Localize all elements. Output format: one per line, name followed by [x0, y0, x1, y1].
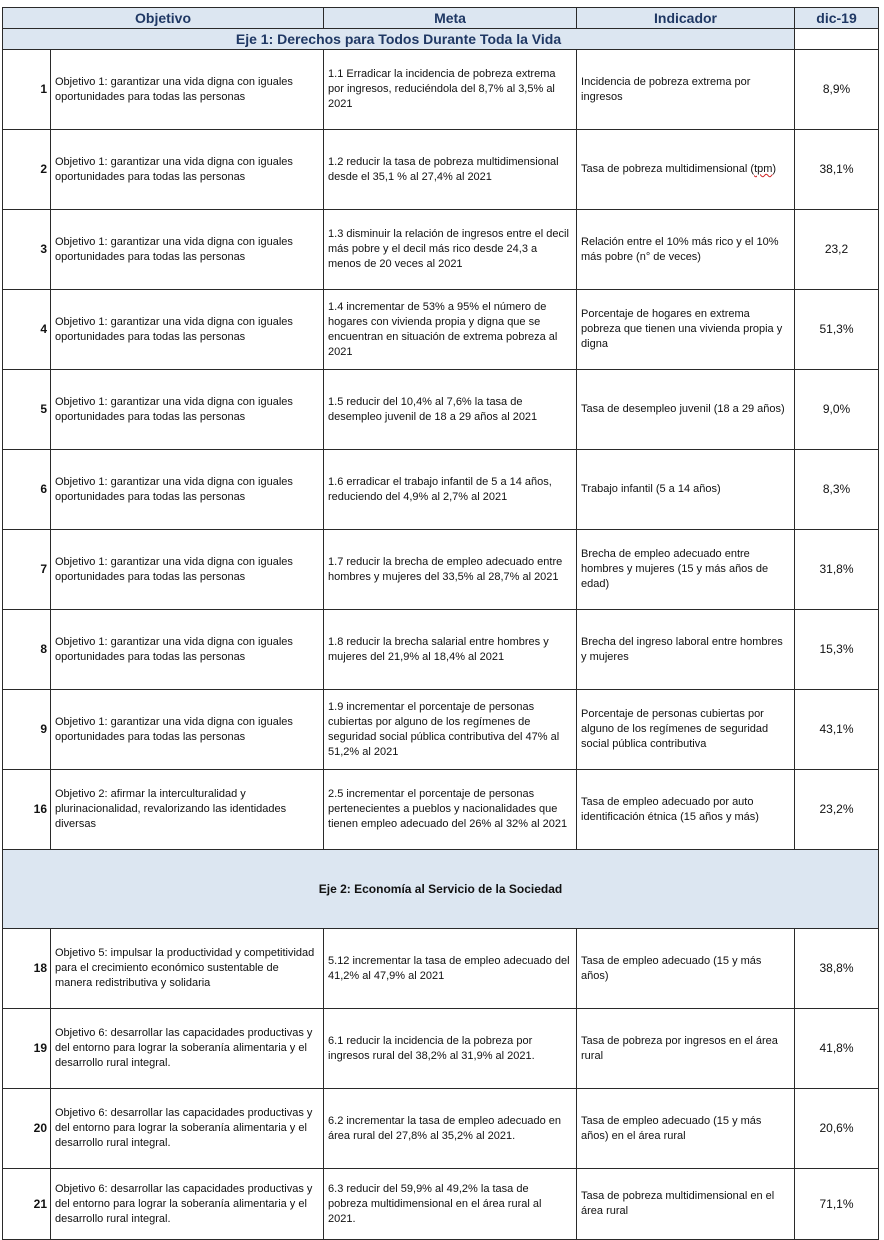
- indicador-text-pre: Tasa de pobreza multidimensional (: [581, 163, 755, 175]
- header-row: [3, 8, 879, 29]
- row-value: 8,9%: [795, 50, 879, 130]
- row-number: 7: [3, 530, 51, 610]
- row-indicador: [577, 130, 795, 210]
- row-objetivo: Objetivo 1: garantizar una vida digna con iguales oportunidades para todas las personas: [51, 450, 324, 530]
- header-dic-19: dic-19: [795, 8, 879, 29]
- row-number: 1: [3, 50, 51, 130]
- row-meta: 1.1 Erradicar la incidencia de pobreza extrema por ingresos, reduciéndola del 8,7% al 3,5% al 2021: [324, 50, 577, 130]
- row-value: 8,3%: [795, 450, 879, 530]
- table-row: [3, 929, 879, 1009]
- row-objetivo: Objetivo 1: garantizar una vida digna con iguales oportunidades para todas las personas: [51, 370, 324, 450]
- row-indicador: Relación entre el 10% más rico y el 10% más pobre (n° de veces): [577, 210, 795, 290]
- header-objetivo: Objetivo: [3, 8, 324, 29]
- table-row: [3, 130, 879, 210]
- table-row: [3, 210, 879, 290]
- eje-1-row: [3, 29, 879, 50]
- row-number: 9: [3, 690, 51, 770]
- table-row: [3, 770, 879, 850]
- header-indicador: Indicador: [577, 8, 795, 29]
- row-objetivo: Objetivo 6: desarrollar las capacidades productivas y del entorno para lograr la soberanía alimentaria y el desarrollo rural integral.: [51, 1169, 324, 1240]
- row-objetivo: Objetivo 1: garantizar una vida digna con iguales oportunidades para todas las personas: [51, 610, 324, 690]
- table-row: [3, 370, 879, 450]
- row-value: 51,3%: [795, 290, 879, 370]
- row-meta: 1.6 erradicar el trabajo infantil de 5 a 14 años, reduciendo del 4,9% al 2,7% al 2021: [324, 450, 577, 530]
- table-row: [3, 290, 879, 370]
- eje-2-row: [3, 850, 879, 929]
- table-row: [3, 610, 879, 690]
- row-value: 15,3%: [795, 610, 879, 690]
- table-row: [3, 1169, 879, 1240]
- row-objetivo: Objetivo 6: desarrollar las capacidades productivas y del entorno para lograr la soberanía alimentaria y el desarrollo rural integral.: [51, 1089, 324, 1169]
- table-row: [3, 1009, 879, 1089]
- row-meta: 6.1 reducir la incidencia de la pobreza por ingresos rural del 38,2% al 31,9% al 2021.: [324, 1009, 577, 1089]
- row-indicador: Porcentaje de hogares en extrema pobreza que tienen una vivienda propia y digna: [577, 290, 795, 370]
- table-row: [3, 530, 879, 610]
- row-number: 2: [3, 130, 51, 210]
- row-meta: 1.5 reducir del 10,4% al 7,6% la tasa de desempleo juvenil de 18 a 29 años al 2021: [324, 370, 577, 450]
- header-meta: Meta: [324, 8, 577, 29]
- row-value: 23,2%: [795, 770, 879, 850]
- table-row: [3, 1089, 879, 1169]
- row-number: 6: [3, 450, 51, 530]
- row-indicador: Tasa de pobreza multidimensional en el área rural: [577, 1169, 795, 1240]
- row-objetivo: Objetivo 1: garantizar una vida digna con iguales oportunidades para todas las personas: [51, 130, 324, 210]
- row-number: 8: [3, 610, 51, 690]
- table-row: [3, 50, 879, 130]
- row-number: 19: [3, 1009, 51, 1089]
- row-objetivo: Objetivo 1: garantizar una vida digna con iguales oportunidades para todas las personas: [51, 50, 324, 130]
- row-indicador: Tasa de empleo adecuado por auto identificación étnica (15 años y más): [577, 770, 795, 850]
- row-value: 43,1%: [795, 690, 879, 770]
- row-objetivo: Objetivo 6: desarrollar las capacidades productivas y del entorno para lograr la soberanía alimentaria y el desarrollo rural integral.: [51, 1009, 324, 1089]
- row-value: 9,0%: [795, 370, 879, 450]
- row-meta: 5.12 incrementar la tasa de empleo adecuado del 41,2% al 47,9% al 2021: [324, 929, 577, 1009]
- row-value: 38,8%: [795, 929, 879, 1009]
- table-row: [3, 690, 879, 770]
- row-number: 21: [3, 1169, 51, 1240]
- row-indicador: Tasa de empleo adecuado (15 y más años): [577, 929, 795, 1009]
- row-objetivo: Objetivo 1: garantizar una vida digna con iguales oportunidades para todas las personas: [51, 290, 324, 370]
- row-number: 4: [3, 290, 51, 370]
- eje-1-title: Eje 1: Derechos para Todos Durante Toda la Vida: [3, 29, 795, 50]
- row-indicador: Tasa de pobreza por ingresos en el área rural: [577, 1009, 795, 1089]
- row-number: 18: [3, 929, 51, 1009]
- row-objetivo: Objetivo 2: afirmar la interculturalidad y plurinacionalidad, revalorizando las identidades diversas: [51, 770, 324, 850]
- row-indicador: Trabajo infantil (5 a 14 años): [577, 450, 795, 530]
- row-number: 3: [3, 210, 51, 290]
- table-row: [3, 450, 879, 530]
- row-objetivo: Objetivo 5: impulsar la productividad y competitividad para el crecimiento económico sustentable de manera redistributiva y solidaria: [51, 929, 324, 1009]
- row-objetivo: Objetivo 1: garantizar una vida digna con iguales oportunidades para todas las personas: [51, 530, 324, 610]
- row-indicador: Incidencia de pobreza extrema por ingresos: [577, 50, 795, 130]
- indicators-table: [2, 7, 879, 1240]
- row-indicador: Tasa de empleo adecuado (15 y más años) en el área rural: [577, 1089, 795, 1169]
- row-number: 16: [3, 770, 51, 850]
- row-value: 41,8%: [795, 1009, 879, 1089]
- row-indicador: Tasa de desempleo juvenil (18 a 29 años): [577, 370, 795, 450]
- row-meta: 2.5 incrementar el porcentaje de personas pertenecientes a pueblos y nacionalidades que tienen empleo adecuado del 26% al 32% al 2021: [324, 770, 577, 850]
- row-number: 5: [3, 370, 51, 450]
- row-meta: 1.9 incrementar el porcentaje de personas cubiertas por alguno de los regímenes de seguridad social pública contributiva del 47% al 51,2% al 2021: [324, 690, 577, 770]
- row-meta: 1.3 disminuir la relación de ingresos entre el decil más pobre y el decil más rico desde 24,3 a menos de 20 veces al 2021: [324, 210, 577, 290]
- row-meta: 1.8 reducir la brecha salarial entre hombres y mujeres del 21,9% al 18,4% al 2021: [324, 610, 577, 690]
- row-value: 31,8%: [795, 530, 879, 610]
- indicador-text-post: ): [772, 163, 777, 175]
- row-objetivo: Objetivo 1: garantizar una vida digna con iguales oportunidades para todas las personas: [51, 210, 324, 290]
- row-indicador: Brecha de empleo adecuado entre hombres y mujeres (15 y más años de edad): [577, 530, 795, 610]
- row-objetivo: Objetivo 1: garantizar una vida digna con iguales oportunidades para todas las personas: [51, 690, 324, 770]
- eje-1-blank-cell: [795, 29, 879, 50]
- row-indicador: Brecha del ingreso laboral entre hombres y mujeres: [577, 610, 795, 690]
- row-value: 38,1%: [795, 130, 879, 210]
- row-number: 20: [3, 1089, 51, 1169]
- row-meta: 1.7 reducir la brecha de empleo adecuado entre hombres y mujeres del 33,5% al 28,7% al 2021: [324, 530, 577, 610]
- spellcheck-word: tpm: [754, 163, 773, 175]
- row-meta: 6.2 incrementar la tasa de empleo adecuado en área rural del 27,8% al 35,2% al 2021.: [324, 1089, 577, 1169]
- row-value: 23,2: [795, 210, 879, 290]
- eje-2-title: Eje 2: Economía al Servicio de la Sociedad: [3, 850, 879, 929]
- row-meta: 1.4 incrementar de 53% a 95% el número de hogares con vivienda propia y digna que se encuentran en situación de extrema pobreza al 2021: [324, 290, 577, 370]
- row-meta: 6.3 reducir del 59,9% al 49,2% la tasa de pobreza multidimensional en el área rural al 2021.: [324, 1169, 577, 1240]
- row-indicador: Porcentaje de personas cubiertas por alguno de los regímenes de seguridad social pública contributiva: [577, 690, 795, 770]
- row-value: 20,6%: [795, 1089, 879, 1169]
- row-value: 71,1%: [795, 1169, 879, 1240]
- row-meta: 1.2 reducir la tasa de pobreza multidimensional desde el 35,1 % al 27,4% al 2021: [324, 130, 577, 210]
